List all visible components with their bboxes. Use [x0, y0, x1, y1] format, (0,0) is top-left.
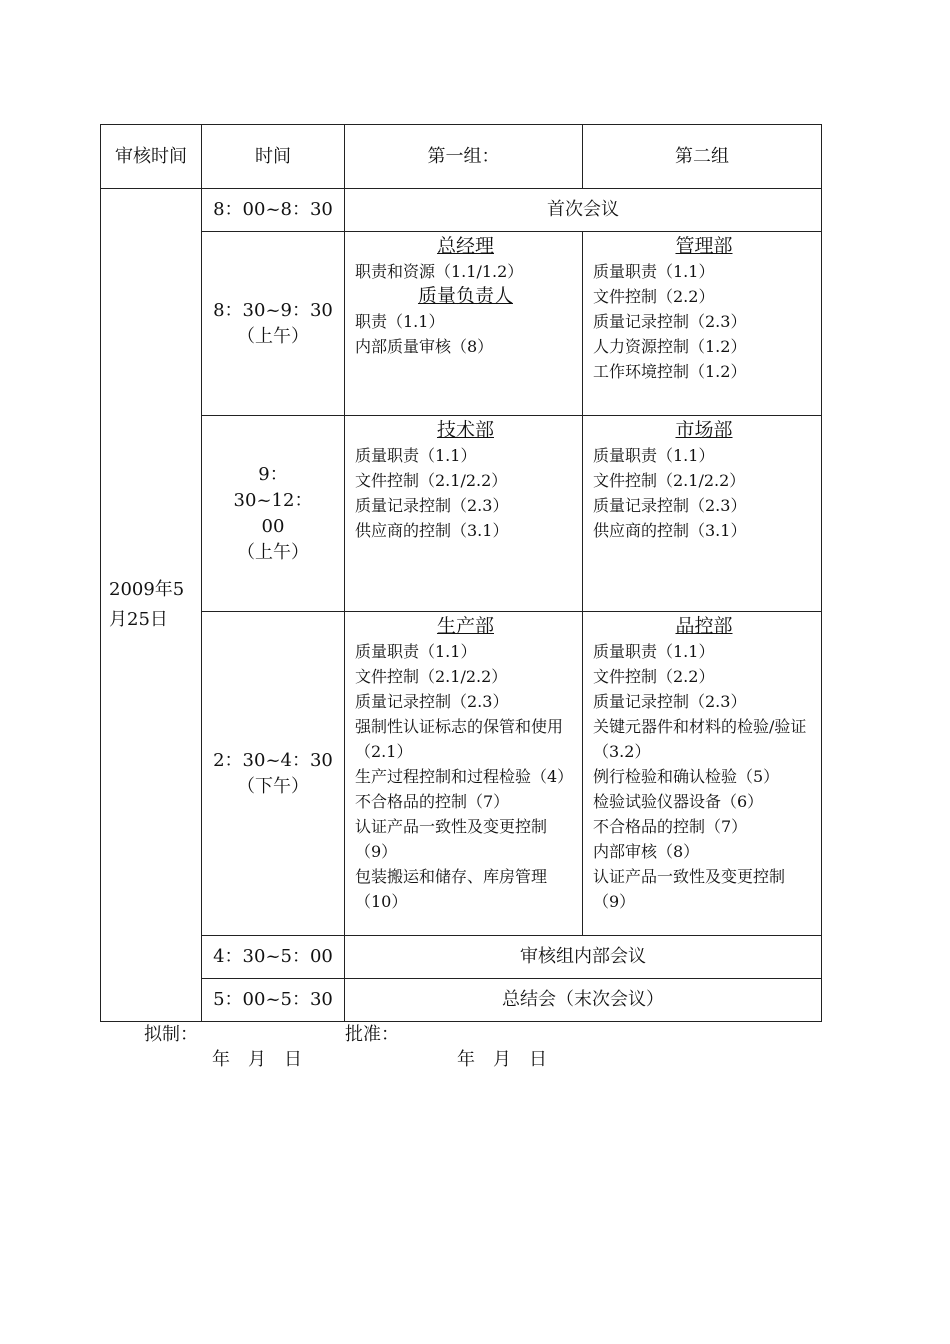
list-item: 文件控制（2.1/2.2） [355, 667, 508, 686]
list-item: 包装搬运和储存、库房管理（10） [355, 867, 548, 911]
audit-schedule-table [100, 124, 822, 1022]
list-item: 文件控制（2.1/2.2） [593, 471, 746, 490]
list-item: 关键元器件和材料的检验/验证（3.2） [593, 717, 807, 761]
header-group1: 第一组： [345, 125, 583, 189]
time-period: （上午） [237, 541, 309, 563]
time-cell [202, 612, 345, 936]
dept-title: 生产部 [436, 615, 494, 637]
list-item: 供应商的控制（3.1） [355, 521, 509, 540]
row-opening-meeting [101, 189, 822, 232]
list-item: 质量记录控制（2.3） [593, 312, 747, 331]
list-item: 内部审核（8） [593, 842, 700, 861]
header-audit-time: 审核时间 [101, 125, 202, 189]
group1-cell [345, 612, 583, 936]
list-item: 不合格品的控制（7） [355, 792, 510, 811]
list-item: 质量记录控制（2.3） [593, 692, 747, 711]
row-morning-1 [101, 232, 822, 416]
list-item: 认证产品一致性及变更控制（9） [593, 867, 786, 911]
dept-title: 管理部 [675, 235, 733, 257]
list-item: 生产过程控制和过程检验（4） [355, 767, 574, 786]
dept-title: 市场部 [675, 419, 733, 441]
dept-title: 技术部 [436, 419, 494, 441]
row-team-meeting [101, 936, 822, 979]
time-cell [202, 416, 345, 612]
group2-cell [583, 232, 822, 416]
list-item: 质量职责（1.1） [355, 642, 477, 661]
list-item: 不合格品的控制（7） [593, 817, 748, 836]
audit-date-text: 2009年5月25日 [109, 579, 185, 630]
time-period: （下午） [237, 775, 309, 797]
list-item: 检验试验仪器设备（6） [593, 792, 764, 811]
time-cell: 5：00~5：30 [202, 979, 345, 1022]
header-row [101, 125, 822, 189]
dept-title: 质量负责人 [417, 285, 513, 307]
list-item: 内部质量审核（8） [355, 337, 494, 356]
list-item: 人力资源控制（1.2） [593, 337, 747, 356]
dept-title: 总经理 [436, 235, 494, 257]
row-afternoon [101, 612, 822, 936]
list-item: 文件控制（2.2） [593, 287, 715, 306]
list-item: 职责和资源（1.1/1.2） [355, 262, 524, 281]
event-team-meeting: 审核组内部会议 [345, 936, 822, 979]
list-item: 质量职责（1.1） [593, 642, 715, 661]
time-cell [202, 232, 345, 416]
approved-label: 批准： [345, 1024, 399, 1045]
list-item: 工作环境控制（1.2） [593, 362, 747, 381]
drafted-label: 拟制： [144, 1024, 198, 1045]
audit-date [101, 189, 202, 1022]
list-item: 质量记录控制（2.3） [355, 692, 509, 711]
event-opening-meeting: 首次会议 [345, 189, 822, 232]
time-range: 2：30~4：30 [213, 749, 333, 771]
list-item: 供应商的控制（3.1） [593, 521, 747, 540]
list-item: 强制性认证标志的保管和使用（2.1） [355, 717, 564, 761]
time-range: 9：30~12：00 [233, 463, 313, 537]
group1-cell [345, 416, 583, 612]
list-item: 质量记录控制（2.3） [593, 496, 747, 515]
list-item: 质量职责（1.1） [593, 262, 715, 281]
drafted-date: 年 月 日 [212, 1049, 302, 1070]
approved-date: 年 月 日 [457, 1049, 547, 1070]
time-cell: 8：00~8：30 [202, 189, 345, 232]
list-item: 文件控制（2.1/2.2） [355, 471, 508, 490]
row-morning-2 [101, 416, 822, 612]
list-item: 认证产品一致性及变更控制（9） [355, 817, 548, 861]
list-item: 职责（1.1） [355, 312, 445, 331]
list-item: 质量职责（1.1） [593, 446, 715, 465]
row-closing-meeting [101, 979, 822, 1022]
group1-cell [345, 232, 583, 416]
list-item: 质量职责（1.1） [355, 446, 477, 465]
time-range: 8：30~9：30 [213, 299, 333, 321]
header-group2: 第二组 [583, 125, 822, 189]
header-time: 时间 [202, 125, 345, 189]
list-item: 质量记录控制（2.3） [355, 496, 509, 515]
group2-cell [583, 612, 822, 936]
dept-title: 品控部 [675, 615, 733, 637]
group2-cell [583, 416, 822, 612]
time-period: （上午） [237, 325, 309, 347]
time-cell: 4：30~5：00 [202, 936, 345, 979]
event-closing-meeting: 总结会（末次会议） [345, 979, 822, 1022]
list-item: 文件控制（2.2） [593, 667, 715, 686]
list-item: 例行检验和确认检验（5） [593, 767, 780, 786]
